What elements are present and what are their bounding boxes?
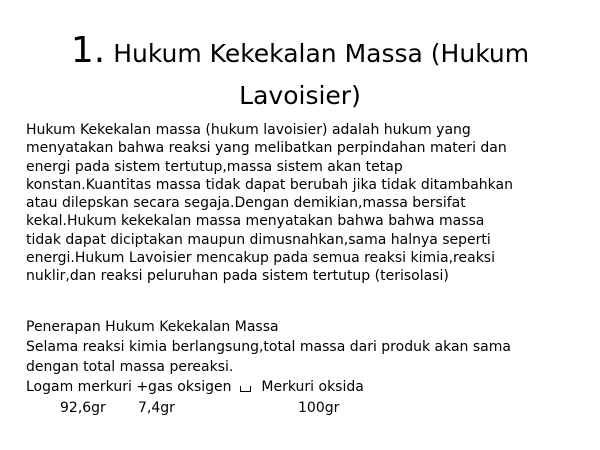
oxygen-mass: 7,4gr bbox=[138, 400, 175, 416]
paragraph-line: menyatakan bahwa reaksi yang melibatkan perpindahan materi dan bbox=[26, 140, 507, 157]
paragraph-line: konstan.Kuantitas massa tidak dapat berubah jika tidak ditambahkan bbox=[26, 176, 513, 193]
definition-paragraph bbox=[26, 121, 582, 286]
paragraph-line: Hukum Kekekalan massa (hukum lavoisier) adalah hukum yang bbox=[26, 122, 471, 138]
reaction-arrow-icon bbox=[240, 386, 251, 392]
product-text: Merkuri oksida bbox=[261, 379, 364, 395]
paragraph-line: energi pada sistem tertutup,massa sistem akan tetap bbox=[26, 158, 403, 175]
paragraph-line: nuklir,dan reaksi peluruhan pada sistem tertutup (terisolasi) bbox=[26, 268, 449, 285]
paragraph-line: kekal.Hukum kekekalan massa menyatakan bahwa bahwa massa bbox=[26, 213, 485, 230]
slide-title bbox=[20, 30, 580, 117]
paragraph-line: atau dilepskan secara segaja.Dengan demikian,massa bersifat bbox=[26, 195, 466, 212]
title-number: 1. bbox=[70, 30, 106, 71]
mercury-mass: 92,6gr bbox=[60, 400, 106, 416]
title-line-2: Lavoisier) bbox=[239, 81, 361, 110]
section-line-2: dengan total massa pereaksi. bbox=[26, 359, 234, 375]
paragraph-line: energi.Hukum Lavoisier mencakup pada semua reaksi kimia,reaksi bbox=[26, 250, 495, 267]
title-line-1: Hukum Kekekalan Massa (Hukum bbox=[113, 39, 530, 68]
application-section bbox=[26, 317, 582, 397]
reaction-equation bbox=[26, 377, 582, 397]
section-line-1: Selama reaksi kimia berlangsung,total massa dari produk akan sama bbox=[26, 339, 511, 355]
oxide-mass: 100gr bbox=[298, 400, 340, 416]
paragraph-line: tidak dapat diciptakan maupun dimusnahkan,sama halnya seperti bbox=[26, 231, 491, 248]
reactants-text: Logam merkuri +gas oksigen bbox=[26, 379, 232, 395]
section-heading: Penerapan Hukum Kekekalan Massa bbox=[26, 319, 279, 335]
